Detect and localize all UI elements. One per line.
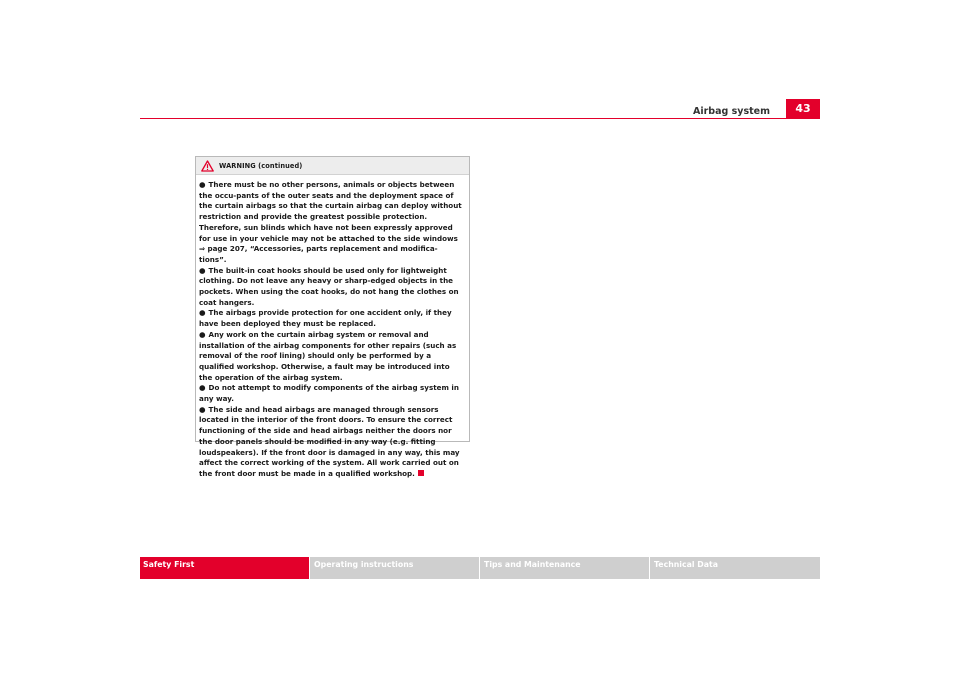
bullet-icon: ● [199,404,206,414]
warning-item-text: Do not attempt to modify components of the airbag system in any way. [199,383,459,404]
warning-label: WARNING (continued) [219,161,303,170]
warning-item [199,405,465,480]
warning-item [199,330,465,384]
warning-item-text: The side and head airbags are managed through sensors located in the interior of the front doors. To ensure the correct functioning of the side and head airbags neither the doors nor the door panels should be modified in any way (e.g. fitting loudspeakers). If the front door is damaged in any way, this may affect the correct working of the system. All work carried out on the front door must be made in a qualified workshop. [199,404,460,478]
warning-item [199,266,465,309]
bullet-icon: ● [199,308,206,318]
tab-safety-first[interactable]: Safety First [140,557,309,579]
page-reference-link[interactable]: page 207, “Accessories, parts replacement and modifica-tions”. [199,244,438,264]
warning-item-text: The airbags provide protection for one accident only, if they have been deployed they must be replaced. [199,308,452,329]
tab-technical-data[interactable]: Technical Data [650,557,820,579]
warning-body [196,175,469,480]
bullet-icon: ● [199,329,206,339]
warning-item [199,383,465,404]
tab-operating-instructions[interactable]: Operating instructions [310,557,479,579]
warning-header [196,157,469,175]
warning-item-text: Any work on the curtain airbag system or removal and installation of the airbag components for other repairs (such as removal of the roof lining) should only be performed by a qualified workshop. Otherwise, a fault may be introduced into the operation of the airbag system. [199,329,457,382]
warning-item-text: There must be no other persons, animals or objects between the occu-pants of the outer seats and the deployment space of the curtain airbags so that the curtain airbag can deploy without restriction and provide the greatest possible protection. Therefore, sun blinds which have not been expressly approved for use in your vehicle may not be attached to the side windows [199,180,462,243]
warning-triangle-icon [201,160,214,172]
page-title: Airbag system [693,106,770,117]
header-divider [140,118,820,119]
bullet-icon: ● [199,265,206,275]
arrow-right-icon: ⇒ [199,244,205,254]
warning-item-text: The built-in coat hooks should be used only for lightweight clothing. Do not leave any heavy or sharp-edged objects in the pockets. When using the coat hooks, do not hang the clothes on coat hangers. [199,265,459,307]
warning-item [199,308,465,329]
tab-tips-and-maintenance[interactable]: Tips and Maintenance [480,557,649,579]
bullet-icon: ● [199,180,206,189]
warning-box [195,156,470,478]
bullet-icon: ● [199,383,206,393]
page-number: 43 [786,99,820,119]
warning-item [199,180,465,266]
section-end-icon [418,470,424,476]
